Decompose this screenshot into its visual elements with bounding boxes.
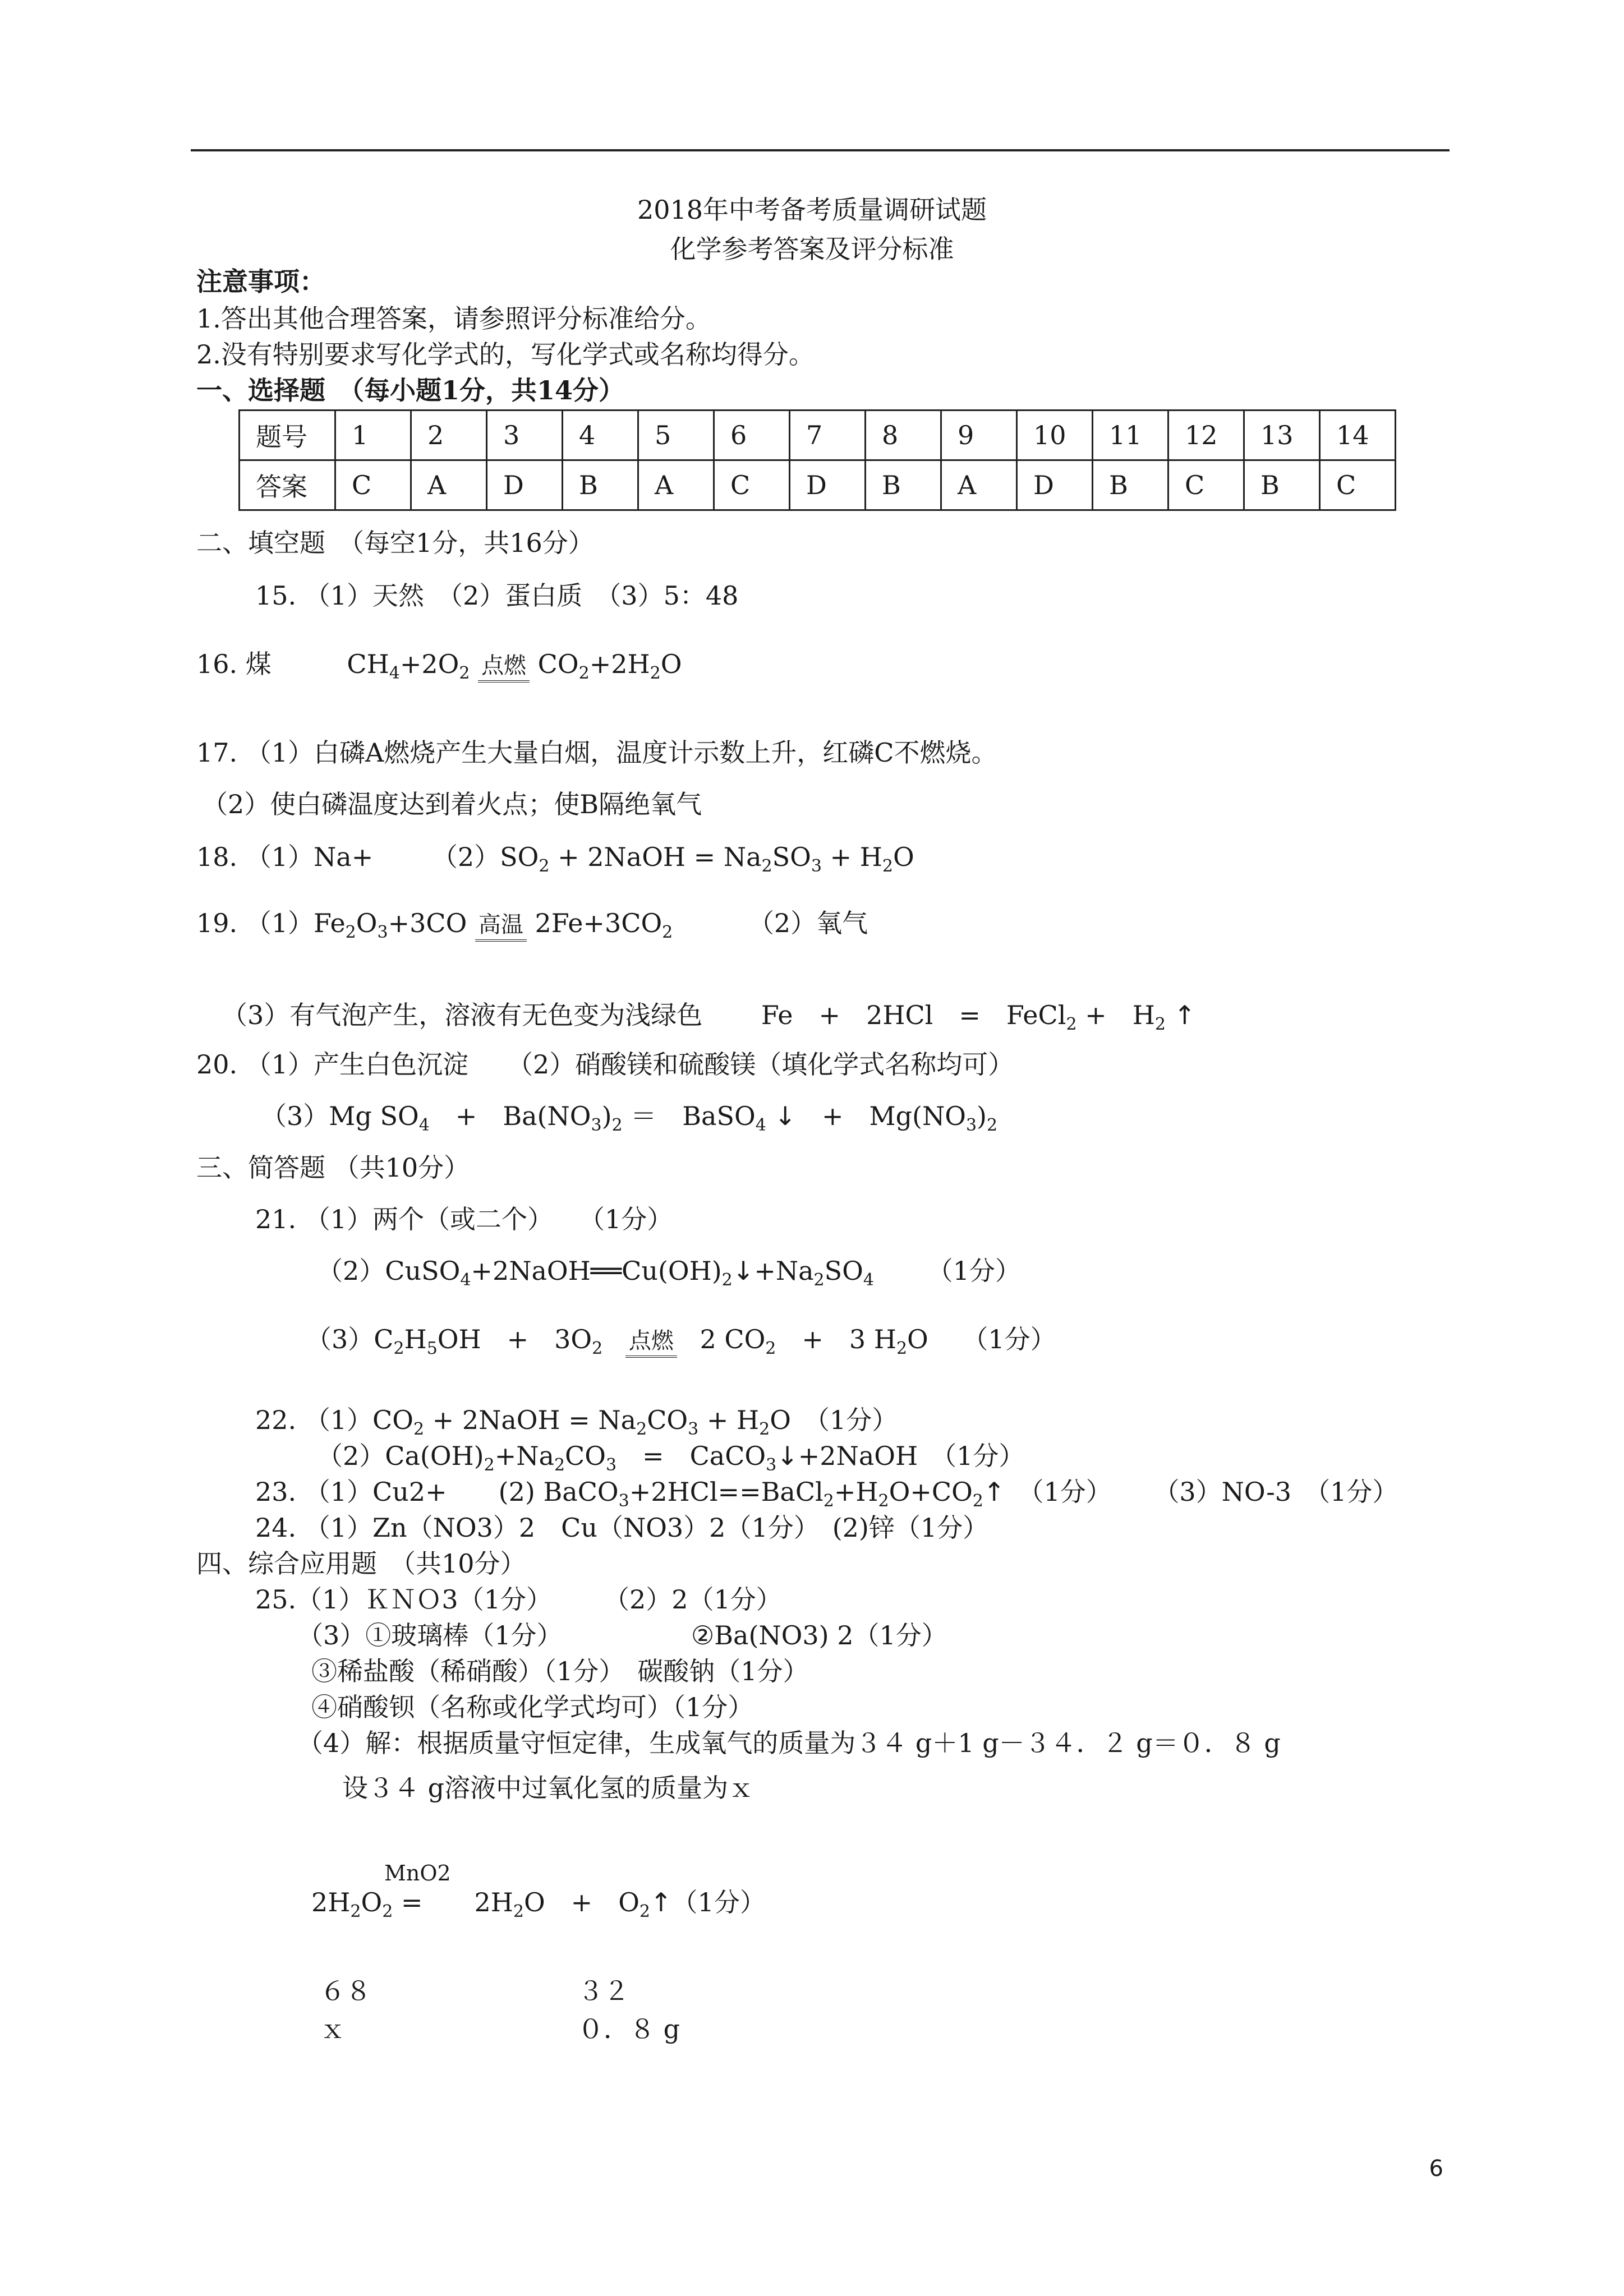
reaction-condition: 点燃 [478,654,530,683]
q25-answer-4: （4）解：根据质量守恒定律，生成氧气的质量为３４ g＋1 g－３４．２ g＝０．８ g [297,1728,1281,1758]
table-cell-number: 10 [1017,411,1093,460]
answer-table [238,409,1396,511]
ratio-left-2: ｘ [320,2014,346,2044]
table-cell-answer: B [1244,460,1320,510]
q25-equation: $2H_2O_2$ = $2H_2O$ + $O_2↑(1$分） [311,1887,766,1921]
q17-answer-1: 17. （1）白磷A燃烧产生大量白烟，温度计示数上升，红磷C不燃烧。 [196,737,997,768]
table-cell-answer: D [487,460,563,510]
section3-heading: 三、简答题 （共10分） [196,1152,470,1183]
q18-answer: 18. $(1)Na+ (2)SO_2$ + 2NaOH = $Na_2SO_3 + H_2O$ [196,842,914,876]
table-cell-answer: C [335,460,411,510]
page-number: 6 [1429,2156,1443,2182]
section4-heading: 四、综合应用题 （共10分） [196,1548,526,1579]
q16-answer [196,648,682,683]
table-cell-number: 2 [411,411,487,460]
q22-answer-2: $(2)Ca(OH)_2+Na_2CO_3$ = CaCO$_3$↓+2NaOH （1分） [317,1441,1025,1475]
q25-setup: 设３４ g溶液中过氧化氢的质量为ｘ [342,1773,755,1803]
notes-heading: 注意事项： [196,266,325,297]
q16-label: 16. 煤 [196,649,272,679]
q19-equation: Fe + 2HCl = FeCl$_2$ + $H_2$ ↑ [761,1000,1196,1034]
q24-answer: 24. （1）Zn（NO3）2 Cu（NO3）2（1分） (2)锌（1分） [255,1513,989,1543]
q21-answer-1: 21. （1）两个（或二个） （1分） [255,1204,673,1234]
table-row-answers [240,460,1396,510]
table-cell-answer: C [1320,460,1396,510]
note-1: 1.答出其他合理答案，请参照评分标准给分。 [196,303,711,334]
reaction-condition: 高温 [475,914,527,942]
table-cell-number: 14 [1320,411,1396,460]
table-cell-number: 7 [790,411,866,460]
q20-answer-2: （3）Mg $SO_4$ + $Ba(NO_3)_2$ ＝ BaSO$_4$ ↓ + $Mg(NO_3)_2$ [261,1101,998,1135]
section2-heading: 二、填空题 （每空1分，共16分） [196,528,594,558]
table-cell-number: 9 [941,411,1017,460]
table-cell-answer: D [1017,460,1093,510]
q25-answer-3a: （3）①玻璃棒（1分） [297,1620,563,1650]
note-2: 2.没有特别要求写化学式的，写化学式或名称均得分。 [196,339,815,370]
q23-answer: 23. （1）Cu2+ (2) $BaCO_3+2HCl==BaCl_2+H_2O+CO_2↑$ （1分） （3）NO-3 （1分） [255,1477,1398,1511]
q17-answer-2: （2）使白磷温度达到着火点；使B隔绝氧气 [202,789,702,819]
q25-answer-3c: ③稀盐酸（稀硝酸）（1分） 碳酸钠（1分） [311,1656,809,1686]
catalyst-label: MnO2 [384,1861,451,1885]
q21-answer-2: $(2)CuSO_4+2NaOH══Cu(OH)_2↓+Na_2SO_4$ （1分） [317,1256,1021,1290]
table-cell-answer: B [563,460,638,510]
table-cell-answer: B [866,460,941,510]
q19-answer-1: 19. $(1)Fe_2O_3+3CO$ 高温 $2Fe+3CO_2$ （2）氧气 [196,908,868,942]
q22-answer-1: 22. $(1)CO_2$ + 2NaOH = $Na_2CO_3 + H_2O$ （1分） [255,1405,898,1439]
q15-answer: 15. （1）天然 （2）蛋白质 （3）5：48 [255,580,739,611]
row-header-number: 题号 [240,411,335,460]
q25-answer-3b: ②Ba(NO3) 2（1分） [691,1620,947,1650]
q21-answer-3: $(3)C_2H_5OH$ + $3O_2$ 点燃 2 $CO_2$ + 3 $H_2O$ （1分） [306,1324,1056,1358]
section1-heading: 一、选择题 （每小题1分，共14分） [196,375,625,405]
reaction-condition: 点燃 [625,1330,677,1358]
q25-answer-1: 25.（1）ＫＮＯ3（1分） （2）2（1分） [255,1584,782,1615]
table-row-numbers [240,411,1396,460]
q20-answer-1: 20. （1）产生白色沉淀 （2）硝酸镁和硫酸镁（填化学式名称均可） [196,1049,1014,1080]
table-cell-answer: C [714,460,790,510]
q18-equation: $(2)SO_2$ + 2NaOH = $Na_2SO_3 + H_2O$ [431,842,914,876]
table-cell-number: 8 [866,411,941,460]
table-cell-number: 13 [1244,411,1320,460]
table-cell-number: 12 [1168,411,1244,460]
table-cell-answer: C [1168,460,1244,510]
table-cell-answer: B [1093,460,1168,510]
q25-answer-3d: ④硝酸钡（名称或化学式均可）（1分） [311,1692,754,1722]
ratio-right-2: ０．８ g [578,2014,680,2044]
table-cell-number: 11 [1093,411,1168,460]
table-cell-number: 6 [714,411,790,460]
table-cell-number: 4 [563,411,638,460]
doc-subtitle: 化学参考答案及评分标准 [670,234,954,264]
table-cell-answer: A [411,460,487,510]
q19-answer-2: （3）有气泡产生，溶液有无色变为浅绿色 Fe + 2HCl = FeCl$_2$ + $H_2$ ↑ [222,1000,1196,1034]
row-header-answer: 答案 [240,460,335,510]
doc-title: 2018年中考备考质量调研试题 [637,195,987,225]
table-cell-answer: D [790,460,866,510]
top-rule [191,149,1450,151]
table-cell-number: 3 [487,411,563,460]
ratio-right-1: ３２ [578,1976,629,2006]
q16-equation: $CH_4+2O_2$ 点燃 $CO_2+2H_2O$ [347,649,682,683]
table-cell-answer: A [638,460,714,510]
table-cell-answer: A [941,460,1017,510]
table-cell-number: 1 [335,411,411,460]
table-cell-number: 5 [638,411,714,460]
ratio-left-1: ６８ [320,1976,371,2006]
